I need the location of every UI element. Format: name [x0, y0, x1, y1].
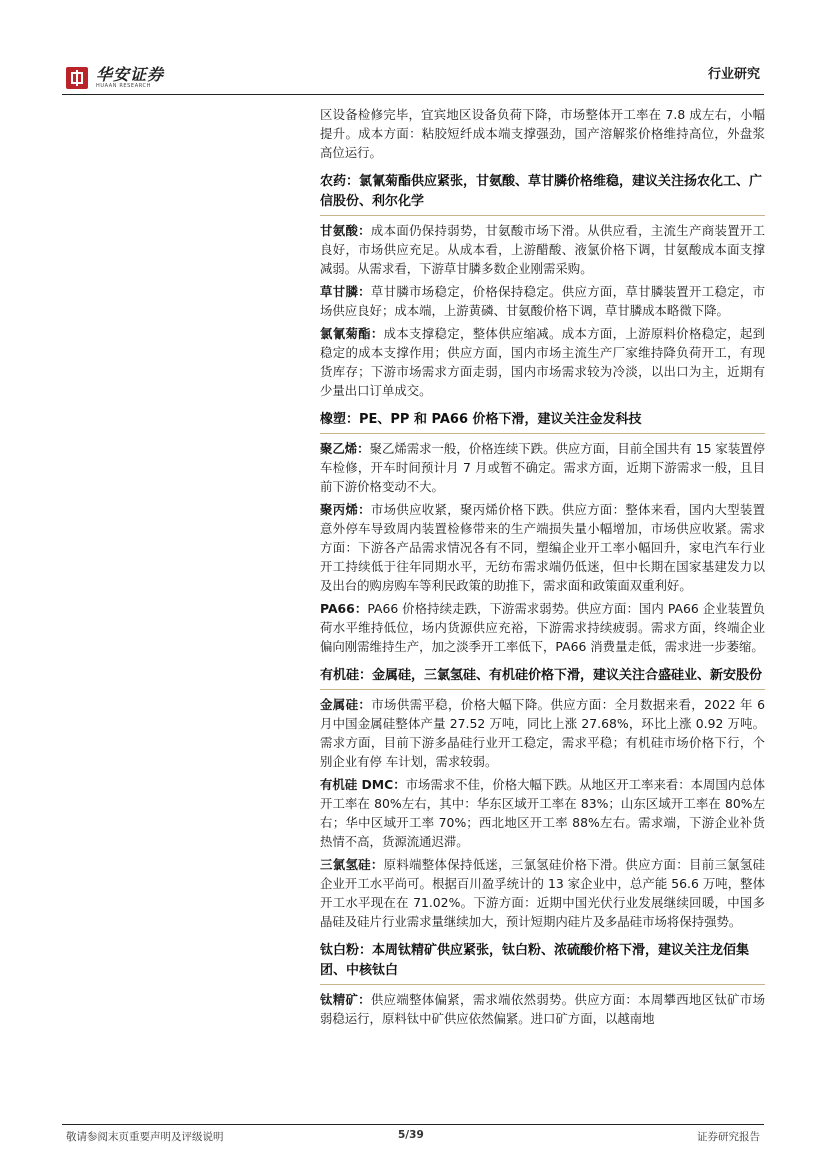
body-paragraph — [320, 282, 765, 320]
section-heading: 钛白粉：本周钛精矿供应紧张，钛白粉、浓硫酸价格下滑，建议关注龙佰集团、中核钛白 — [320, 941, 765, 985]
paragraph-lead-term: 钛精矿： — [320, 992, 371, 1007]
footer-divider — [62, 1124, 764, 1125]
paragraph-text: 草甘膦市场稳定，价格保持稳定。供应方面，草甘膦装置开工稳定，市场供应良好；成本端，上游黄磷、甘氨酸价格下调，草甘膦成本略微下降。 — [320, 284, 766, 318]
body-paragraph — [320, 439, 765, 496]
section-heading: 农药：氯氰菊酯供应紧张，甘氨酸、草甘膦价格维稳，建议关注扬农化工、广信股份、利尔化学 — [320, 172, 765, 216]
brand-name-cn: 华安证券 — [96, 65, 165, 84]
paragraph-text: 供应端整体偏紧，需求端依然弱势。供应方面：本周攀西地区钛矿市场弱稳运行，原料钛中矿供应依然偏紧。进口矿方面，以越南地 — [320, 992, 766, 1026]
section-heading: 橡塑：PE、PP 和 PA66 价格下滑，建议关注金发科技 — [320, 410, 765, 434]
body-paragraph — [320, 855, 765, 931]
paragraph-text: 市场供需平稳，价格大幅下降。供应方面：全月数据来看，2022 年 6 月中国金属硅整体产量 27.52 万吨，同比上涨 27.68%，环比上涨 0.92 万吨。需求方面，目前下游多晶硅行业开工稳定，需求平稳；有机硅市场价格下行，个别企业有停 车计划，需求较弱。 — [320, 697, 766, 769]
footer-doc-type: 证券研究报告 — [697, 1131, 760, 1143]
paragraph-lead-term: 三氯氢硅： — [320, 857, 384, 872]
body-paragraph — [320, 500, 765, 595]
paragraph-lead-term: PA66： — [320, 601, 368, 616]
paragraph-lead-term: 金属硅： — [320, 697, 372, 712]
section-heading: 有机硅：金属硅，三氯氢硅、有机硅价格下滑，建议关注合盛硅业、新安股份 — [320, 666, 765, 690]
paragraph-text: 市场供应收紧，聚丙烯价格下跌。供应方面：整体来看，国内大型装置意外停车导致周内装置检修带来的生产端损失量小幅增加，市场供应收紧。需求方面：下游各产品需求情况各有不同，塑编企业开工率小幅回升，家电汽车行业开工持续低于往年同期水平，无纺布需求端仍低迷，但中长期在国家基建发力以及出台的购房购车等利民政策的助推下，需求面和政策面双重利好。 — [320, 502, 766, 593]
paragraph-text: 聚乙烯需求一般，价格连续下跌。供应方面，目前全国共有 15 家装置停车检修，开车时间预计月 7 月或暂不确定。需求方面，近期下游需求一般，且目前下游价格变动不大。 — [320, 441, 765, 494]
paragraph-text: PA66 价格持续走跌，下游需求弱势。供应方面：国内 PA66 企业装置负荷水平维持低位，场内货源供应充裕，下游需求持续疲弱。需求方面，终端企业偏向刚需维持生产，加之淡季开工率低下，PA66 消费量走低，需求进一步萎缩。 — [320, 601, 765, 654]
body-paragraph — [320, 105, 765, 162]
body-paragraph — [320, 990, 765, 1028]
header-divider — [62, 94, 764, 95]
page-header — [62, 56, 764, 100]
brand-seal-icon — [66, 67, 88, 89]
paragraph-lead-term: 聚丙烯： — [320, 502, 371, 517]
footer-disclaimer: 敬请参阅末页重要声明及评级说明 — [66, 1131, 224, 1143]
paragraph-lead-term: 氯氰菊酯： — [320, 326, 384, 341]
brand-logo — [66, 66, 164, 90]
body-paragraph — [320, 775, 765, 851]
body-paragraph — [320, 599, 765, 656]
body-paragraph — [320, 324, 765, 400]
paragraph-text: 市场需求不佳，价格大幅下跌。从地区开工率来看：本周国内总体开工率在 80%左右，其中：华东区域开工率在 83%；山东区域开工率在 80%左右；华中区域开工率 70%；西北地区开工率 88%左右。需求端，下游企业补货热情不高，货源流通迟滞。 — [320, 777, 766, 849]
body-paragraph — [320, 221, 765, 278]
page-number: 5/39 — [398, 1129, 424, 1141]
body-paragraph — [320, 695, 765, 771]
paragraph-text: 成本支撑稳定，整体供应缩减。成本方面，上游原料价格稳定，起到稳定的成本支撑作用；供应方面，国内市场主流生产厂家维持降负荷开工，有现货库存；下游市场需求方面走弱，国内市场需求较为冷淡，以出口为主，近期有少量出口订单成交。 — [320, 326, 766, 398]
brand-name-en: HUAAN RESEARCH — [96, 83, 151, 89]
report-section-label: 行业研究 — [707, 67, 760, 82]
page-footer — [62, 1124, 764, 1147]
paragraph-text: 成本面仍保持弱势，甘氨酸市场下滑。从供应看，主流生产商装置开工良好，市场供应充足。从成本看，上游醋酸、液氯价格下调，甘氨酸成本面支撑减弱。从需求看，下游草甘膦多数企业刚需采购。 — [320, 223, 766, 276]
paragraph-lead-term: 草甘膦： — [320, 284, 371, 299]
brand-wordmark — [96, 66, 164, 90]
paragraph-text: 原料端整体保持低迷，三氯氢硅价格下滑。供应方面：目前三氯氢硅企业开工水平尚可。根据百川盈孚统计的 13 家企业中，总产能 56.6 万吨，整体开工水平现在在 71.02%。下游方面：近期中国光伏行业发展继续回暖，中国多晶硅及硅片行业需求量继续加大，预计短期内硅片及多晶硅市场将保持强势。 — [320, 857, 766, 929]
report-body — [320, 105, 765, 1032]
paragraph-lead-term: 聚乙烯： — [320, 441, 370, 456]
paragraph-text: 区设备检修完毕，宜宾地区设备负荷下降，市场整体开工率在 7.8 成左右，小幅提升。成本方面：粘胶短纤成本端支撑强劲，国产溶解浆价格维持高位，外盘浆高位运行。 — [320, 107, 765, 160]
paragraph-lead-term: 甘氨酸： — [320, 223, 371, 238]
paragraph-lead-term: 有机硅 DMC： — [320, 777, 406, 792]
